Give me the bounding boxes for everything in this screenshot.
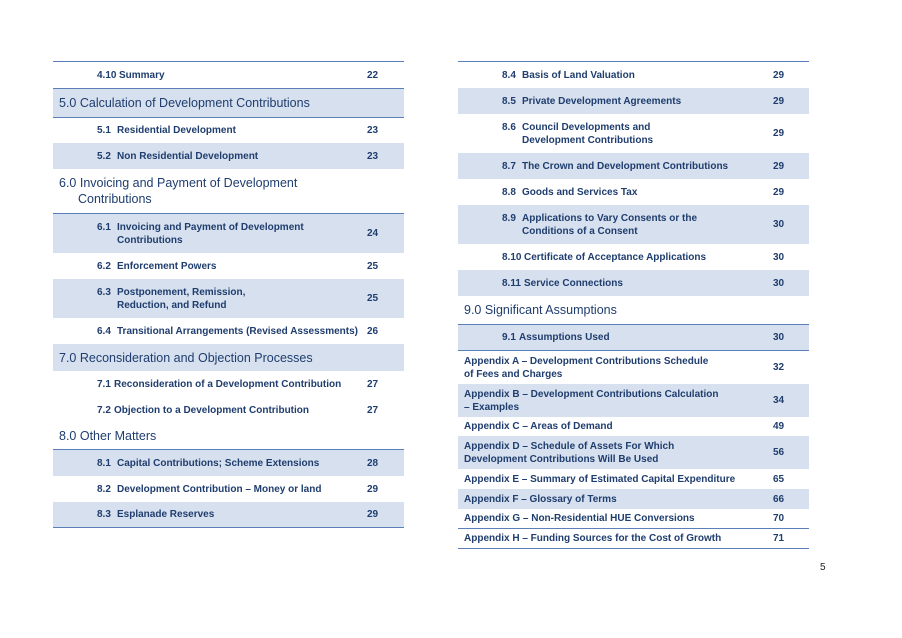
- entry-label: Non Residential Development: [117, 150, 259, 162]
- section-heading: 6.0 Invoicing and Payment of Development: [59, 176, 298, 190]
- entry-label: Objection to a Development Contribution: [114, 404, 309, 416]
- entry-page: 49: [773, 421, 785, 432]
- entry-number: 8.1: [97, 457, 111, 469]
- entry-page: 30: [773, 277, 785, 289]
- toc-appendix-b[interactable]: [458, 384, 809, 417]
- entry-page: 29: [773, 160, 785, 172]
- entry-page: 70: [773, 513, 785, 524]
- toc-entry-8-11[interactable]: [458, 270, 809, 296]
- entry-page: 29: [773, 95, 785, 107]
- entry-page: 25: [367, 293, 379, 304]
- entry-number: 8.5: [502, 95, 516, 107]
- toc-entry-7-2[interactable]: [53, 397, 404, 423]
- entry-number: 5.1: [97, 125, 111, 136]
- toc-entry-8-6[interactable]: [458, 114, 809, 153]
- entry-page: 30: [773, 251, 785, 263]
- entry-number: 6.3: [97, 286, 111, 298]
- toc-section-7-0[interactable]: [53, 344, 404, 371]
- appendix-label: Appendix D – Schedule of Assets For Which Development Contributions Will Be Used: [464, 440, 675, 465]
- toc-appendix-f[interactable]: [458, 489, 809, 509]
- entry-page: 27: [367, 378, 379, 390]
- section-heading: 9.0 Significant Assumptions: [464, 303, 617, 317]
- toc-appendix-c[interactable]: [458, 417, 809, 436]
- entry-label: Postponement, Remission, Reduction, and Refund: [117, 286, 246, 311]
- entry-number: 8.4: [502, 69, 516, 81]
- entry-number: 8.6: [502, 121, 516, 133]
- entry-number: 9.1: [502, 332, 516, 343]
- entry-label: Assumptions Used: [519, 332, 610, 343]
- entry-label: Applications to Vary Consents or the Conditions of a Consent: [522, 212, 698, 237]
- toc-entry-5-1[interactable]: [53, 118, 404, 143]
- toc-appendix-h[interactable]: [458, 529, 809, 549]
- entry-page: 26: [367, 325, 379, 337]
- entry-page: 29: [367, 509, 379, 520]
- entry-number: 6.4: [97, 325, 111, 337]
- entry-number: 8.10: [502, 251, 522, 263]
- entry-number: 6.1: [97, 221, 111, 233]
- entry-label: Transitional Arrangements (Revised Assessments): [117, 325, 359, 337]
- section-heading: 8.0 Other Matters: [59, 429, 157, 443]
- entry-page: 25: [367, 260, 379, 272]
- entry-label: Basis of Land Valuation: [522, 69, 635, 81]
- toc-appendix-a[interactable]: [458, 351, 809, 384]
- appendix-label: Appendix C – Areas of Demand: [464, 421, 613, 432]
- entry-page: 66: [773, 493, 785, 505]
- entry-label: Development Contribution – Money or land: [117, 483, 322, 495]
- appendix-label: Appendix F – Glossary of Terms: [464, 493, 617, 505]
- entry-page: 30: [773, 219, 785, 230]
- entry-number: 6.2: [97, 260, 111, 272]
- entry-page: 22: [367, 69, 379, 81]
- entry-label: Private Development Agreements: [522, 95, 682, 107]
- toc-entry-4-10[interactable]: [53, 62, 404, 88]
- entry-label: Residential Development: [117, 125, 236, 136]
- appendix-label: Appendix A – Development Contributions Schedule of Fees and Charges: [464, 355, 709, 380]
- entry-number: 8.9: [502, 212, 516, 224]
- appendix-label: Appendix H – Funding Sources for the Cost of Growth: [464, 533, 722, 544]
- toc-appendix-g[interactable]: [458, 509, 809, 529]
- entry-number: 4.10: [97, 69, 117, 81]
- entry-page: 32: [773, 362, 785, 373]
- toc-entry-5-2[interactable]: [53, 143, 404, 169]
- entry-label: Capital Contributions; Scheme Extensions: [117, 457, 320, 469]
- entry-label: Council Developments and Development Contributions: [522, 121, 654, 146]
- toc-entry-8-4[interactable]: [458, 62, 809, 88]
- appendix-label: Appendix G – Non-Residential HUE Conversions: [464, 513, 695, 524]
- entry-label: Enforcement Powers: [117, 260, 217, 272]
- section-heading: 7.0 Reconsideration and Objection Processes: [59, 350, 313, 365]
- entry-page: 29: [773, 128, 785, 139]
- entry-page: 30: [773, 332, 785, 343]
- entry-page: 29: [367, 483, 379, 495]
- toc-entry-8-8[interactable]: [458, 179, 809, 205]
- entry-label: Esplanade Reserves: [117, 509, 215, 520]
- appendix-label: Appendix B – Development Contributions Calculation – Examples: [464, 388, 719, 413]
- entry-number: 8.3: [97, 509, 111, 520]
- toc-section-8-0[interactable]: [53, 423, 404, 450]
- entry-number: 5.2: [97, 150, 111, 162]
- toc-entry-8-1[interactable]: [53, 450, 404, 476]
- entry-page: 56: [773, 447, 785, 458]
- toc-entry-8-2[interactable]: [53, 476, 404, 502]
- toc-entry-8-5[interactable]: [458, 88, 809, 114]
- entry-page: 34: [773, 395, 785, 406]
- entry-number: 7.1: [97, 378, 111, 390]
- page-number: 5: [820, 562, 826, 573]
- entry-page: 24: [367, 228, 379, 239]
- toc-left-column: [53, 61, 404, 528]
- entry-page: 28: [367, 457, 379, 469]
- toc-entry-6-1[interactable]: [53, 214, 404, 253]
- section-heading-cont: Contributions: [78, 192, 152, 206]
- toc-appendix-d[interactable]: [458, 436, 809, 469]
- toc-section-5-0[interactable]: [53, 88, 404, 118]
- entry-page: 27: [367, 404, 379, 416]
- appendix-label: Appendix E – Summary of Estimated Capital Expenditure: [464, 473, 736, 485]
- entry-number: 8.7: [502, 160, 516, 172]
- toc-entry-6-4[interactable]: [53, 318, 404, 344]
- toc-entry-7-1[interactable]: [53, 371, 404, 397]
- entry-label: Service Connections: [524, 277, 623, 289]
- entry-label: Reconsideration of a Development Contribution: [114, 378, 342, 390]
- entry-label: Invoicing and Payment of Development Contributions: [117, 221, 304, 246]
- toc-entry-8-9[interactable]: [458, 205, 809, 244]
- entry-label: Certificate of Acceptance Applications: [524, 251, 707, 263]
- toc-right-column: [458, 61, 809, 549]
- entry-page: 23: [367, 125, 379, 136]
- entry-number: 8.11: [502, 277, 521, 289]
- entry-page: 29: [773, 69, 785, 81]
- toc-entry-8-7[interactable]: [458, 153, 809, 179]
- toc-section-6-0[interactable]: [53, 169, 404, 214]
- entry-page: 23: [367, 150, 379, 162]
- entry-page: 29: [773, 186, 785, 198]
- entry-number: 8.2: [97, 483, 111, 495]
- toc-entry-6-2[interactable]: [53, 253, 404, 279]
- toc-entry-6-3[interactable]: [53, 279, 404, 318]
- toc-entry-8-10[interactable]: [458, 244, 809, 270]
- entry-number: 8.8: [502, 186, 516, 198]
- section-heading: 5.0 Calculation of Development Contributions: [59, 96, 310, 110]
- toc-entry-9-1[interactable]: [458, 325, 809, 351]
- entry-label: The Crown and Development Contributions: [522, 160, 729, 172]
- toc-entry-8-3[interactable]: [53, 502, 404, 528]
- entry-number: 7.2: [97, 404, 111, 416]
- entry-page: 71: [773, 533, 785, 544]
- entry-label: Summary: [119, 69, 165, 81]
- toc-appendix-e[interactable]: [458, 469, 809, 489]
- toc-section-9-0[interactable]: [458, 296, 809, 325]
- entry-page: 65: [773, 473, 785, 485]
- entry-label: Goods and Services Tax: [522, 186, 638, 198]
